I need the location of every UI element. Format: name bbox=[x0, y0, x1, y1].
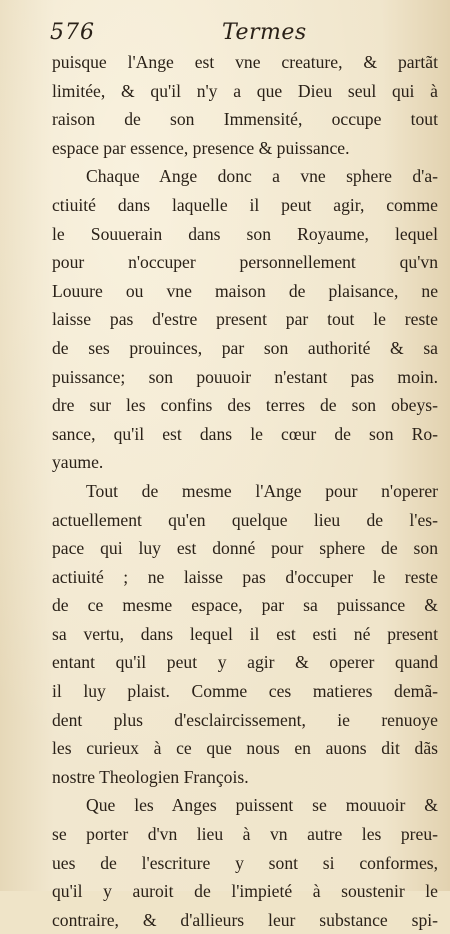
text-line: entant qu'il peut y agir & operer quand bbox=[52, 652, 438, 673]
text-line: contraire, & d'allieurs leur substance spi- bbox=[52, 909, 438, 930]
running-head: Termes bbox=[222, 20, 307, 45]
text-line: yaume. bbox=[52, 452, 104, 473]
text-line: le Souuerain dans son Royaume, lequel bbox=[52, 223, 438, 244]
text-line: actiuité ; ne laisse pas d'occuper le reste bbox=[52, 566, 438, 587]
text-line: ues de l'escriture y sont si conformes, bbox=[52, 852, 438, 873]
text-line: qu'il y auroit de l'impieté à soustenir le bbox=[52, 881, 438, 902]
text-line: laisse pas d'estre present par tout le reste bbox=[52, 309, 438, 330]
text-line: il luy plaist. Comme ces matieres demã- bbox=[52, 681, 438, 702]
text-line: nostre Theologien François. bbox=[52, 766, 249, 787]
text-line: dre sur les confins des terres de son obeys- bbox=[52, 395, 438, 416]
text-line: Que les Anges puissent se mouuoir & bbox=[86, 795, 438, 816]
text-line: Chaque Ange donc a vne sphere d'a- bbox=[86, 166, 438, 187]
text-line: raison de son Immensité, occupe tout bbox=[52, 109, 438, 130]
text-line: limitée, & qu'il n'y a que Dieu seul qui à bbox=[52, 80, 438, 101]
text-line: espace par essence, presence & puissance. bbox=[52, 137, 350, 158]
text-line: les curieux à ce que nous en auons dit dãs bbox=[52, 738, 438, 759]
text-line: actuellement qu'en quelque lieu de l'es- bbox=[52, 509, 438, 530]
text-line: de ses prouinces, par son authorité & sa bbox=[52, 337, 438, 358]
text-line: sa vertu, dans lequel il est esti né present bbox=[52, 623, 438, 644]
text-line: ctiuité dans laquelle il peut agir, comme bbox=[52, 194, 438, 215]
text-line: puisque l'Ange est vne creature, & partãt bbox=[52, 52, 438, 72]
text-line: sance, qu'il est dans le cœur de son Ro- bbox=[52, 423, 438, 444]
text-line: Tout de mesme l'Ange pour n'operer bbox=[86, 480, 438, 501]
text-line: Louure ou vne maison de plaisance, ne bbox=[52, 280, 438, 301]
text-line: dent plus d'esclaircissement, ie renuoye bbox=[52, 709, 438, 730]
text-line: pour n'occuper personnellement qu'vn bbox=[52, 252, 438, 273]
text-line: pace qui luy est donné pour sphere de son bbox=[52, 538, 438, 559]
text-line: se porter d'vn lieu à vn autre les preu- bbox=[52, 824, 438, 845]
text-line: de ce mesme espace, par sa puissance & bbox=[52, 595, 438, 616]
text-line: puissance; son pouuoir n'estant pas moin. bbox=[52, 366, 438, 387]
page-header bbox=[52, 18, 438, 48]
body-text bbox=[52, 48, 438, 934]
page-number: 576 bbox=[50, 20, 95, 45]
